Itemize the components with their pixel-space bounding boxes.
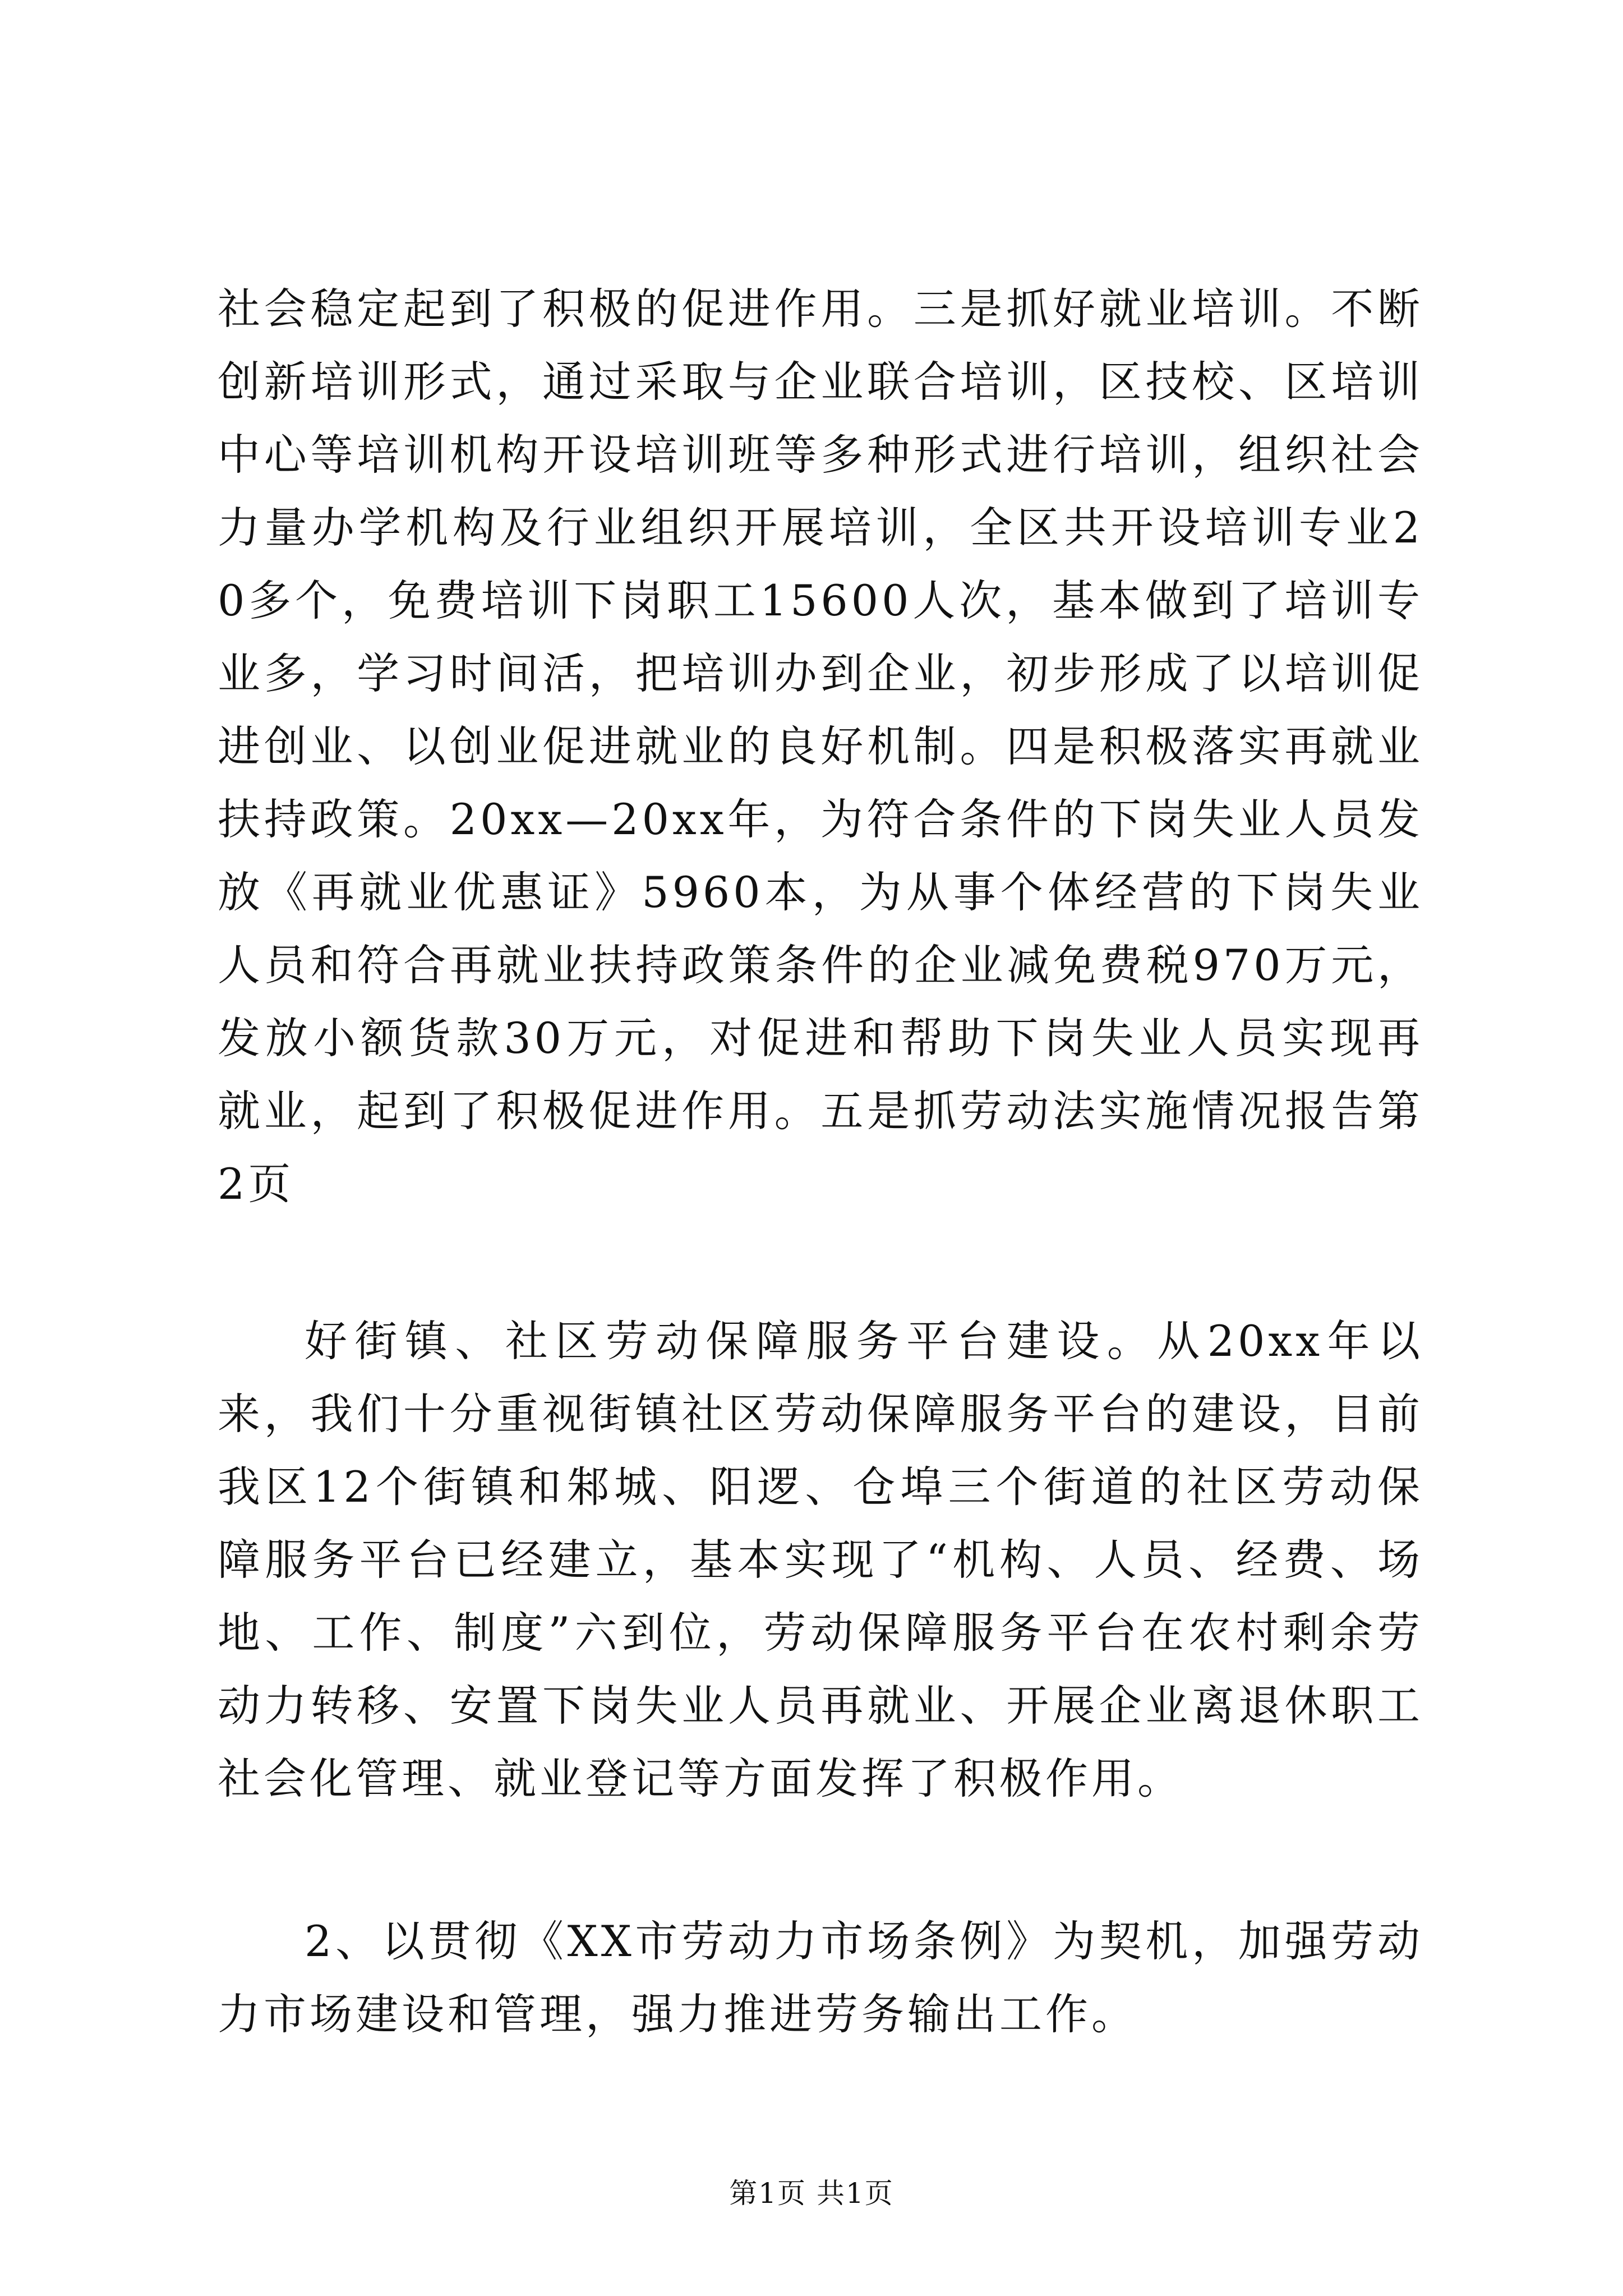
paragraph-1: 社会稳定起到了积极的促进作用。三是抓好就业培训。不断创新培训形式，通过采取与企业联合培训，区技校、区培训中心等培训机构开设培训班等多种形式进行培训，组织社会力量办学机构及行业组织开展培训，全区共开设培训专业20多个，免费培训下岗职工15600人次，基本做到了培训专业多，学习时间活，把培训办到企业，初步形成了以培训促进创业、以创业促进就业的良好机制。四是积极落实再就业扶持政策。20xx—20xx年，为符合条件的下岗失业人员发放《再就业优惠证》5960本，为从事个体经营的下岗失业人员和符合再就业扶持政策条件的企业减免费税970万元，发放小额货款30万元，对促进和帮助下岗失业人员实现再就业，起到了积极促进作用。五是抓劳动法实施情况报告第2页: [218, 284, 1423, 1209]
paragraph-2: 好街镇、社区劳动保障服务平台建设。从20xx年以来，我们十分重视街镇社区劳动保障服务平台的建设，目前我区12个街镇和邾城、阳逻、仓埠三个街道的社区劳动保障服务平台已经建立，基本实现了“机构、人员、经费、场地、工作、制度”六到位，劳动保障服务平台在农村剩余劳动力转移、安置下岗失业人员再就业、开展企业离退休职工社会化管理、就业登记等方面发挥了积极作用。: [218, 1316, 1423, 1803]
paragraph-3: 2、以贯彻《XX市劳动力市场条例》为契机，加强劳动力市场建设和管理，强力推进劳务输出工作。: [218, 1916, 1423, 2039]
page-footer: 第1页 共1页: [729, 2177, 894, 2210]
